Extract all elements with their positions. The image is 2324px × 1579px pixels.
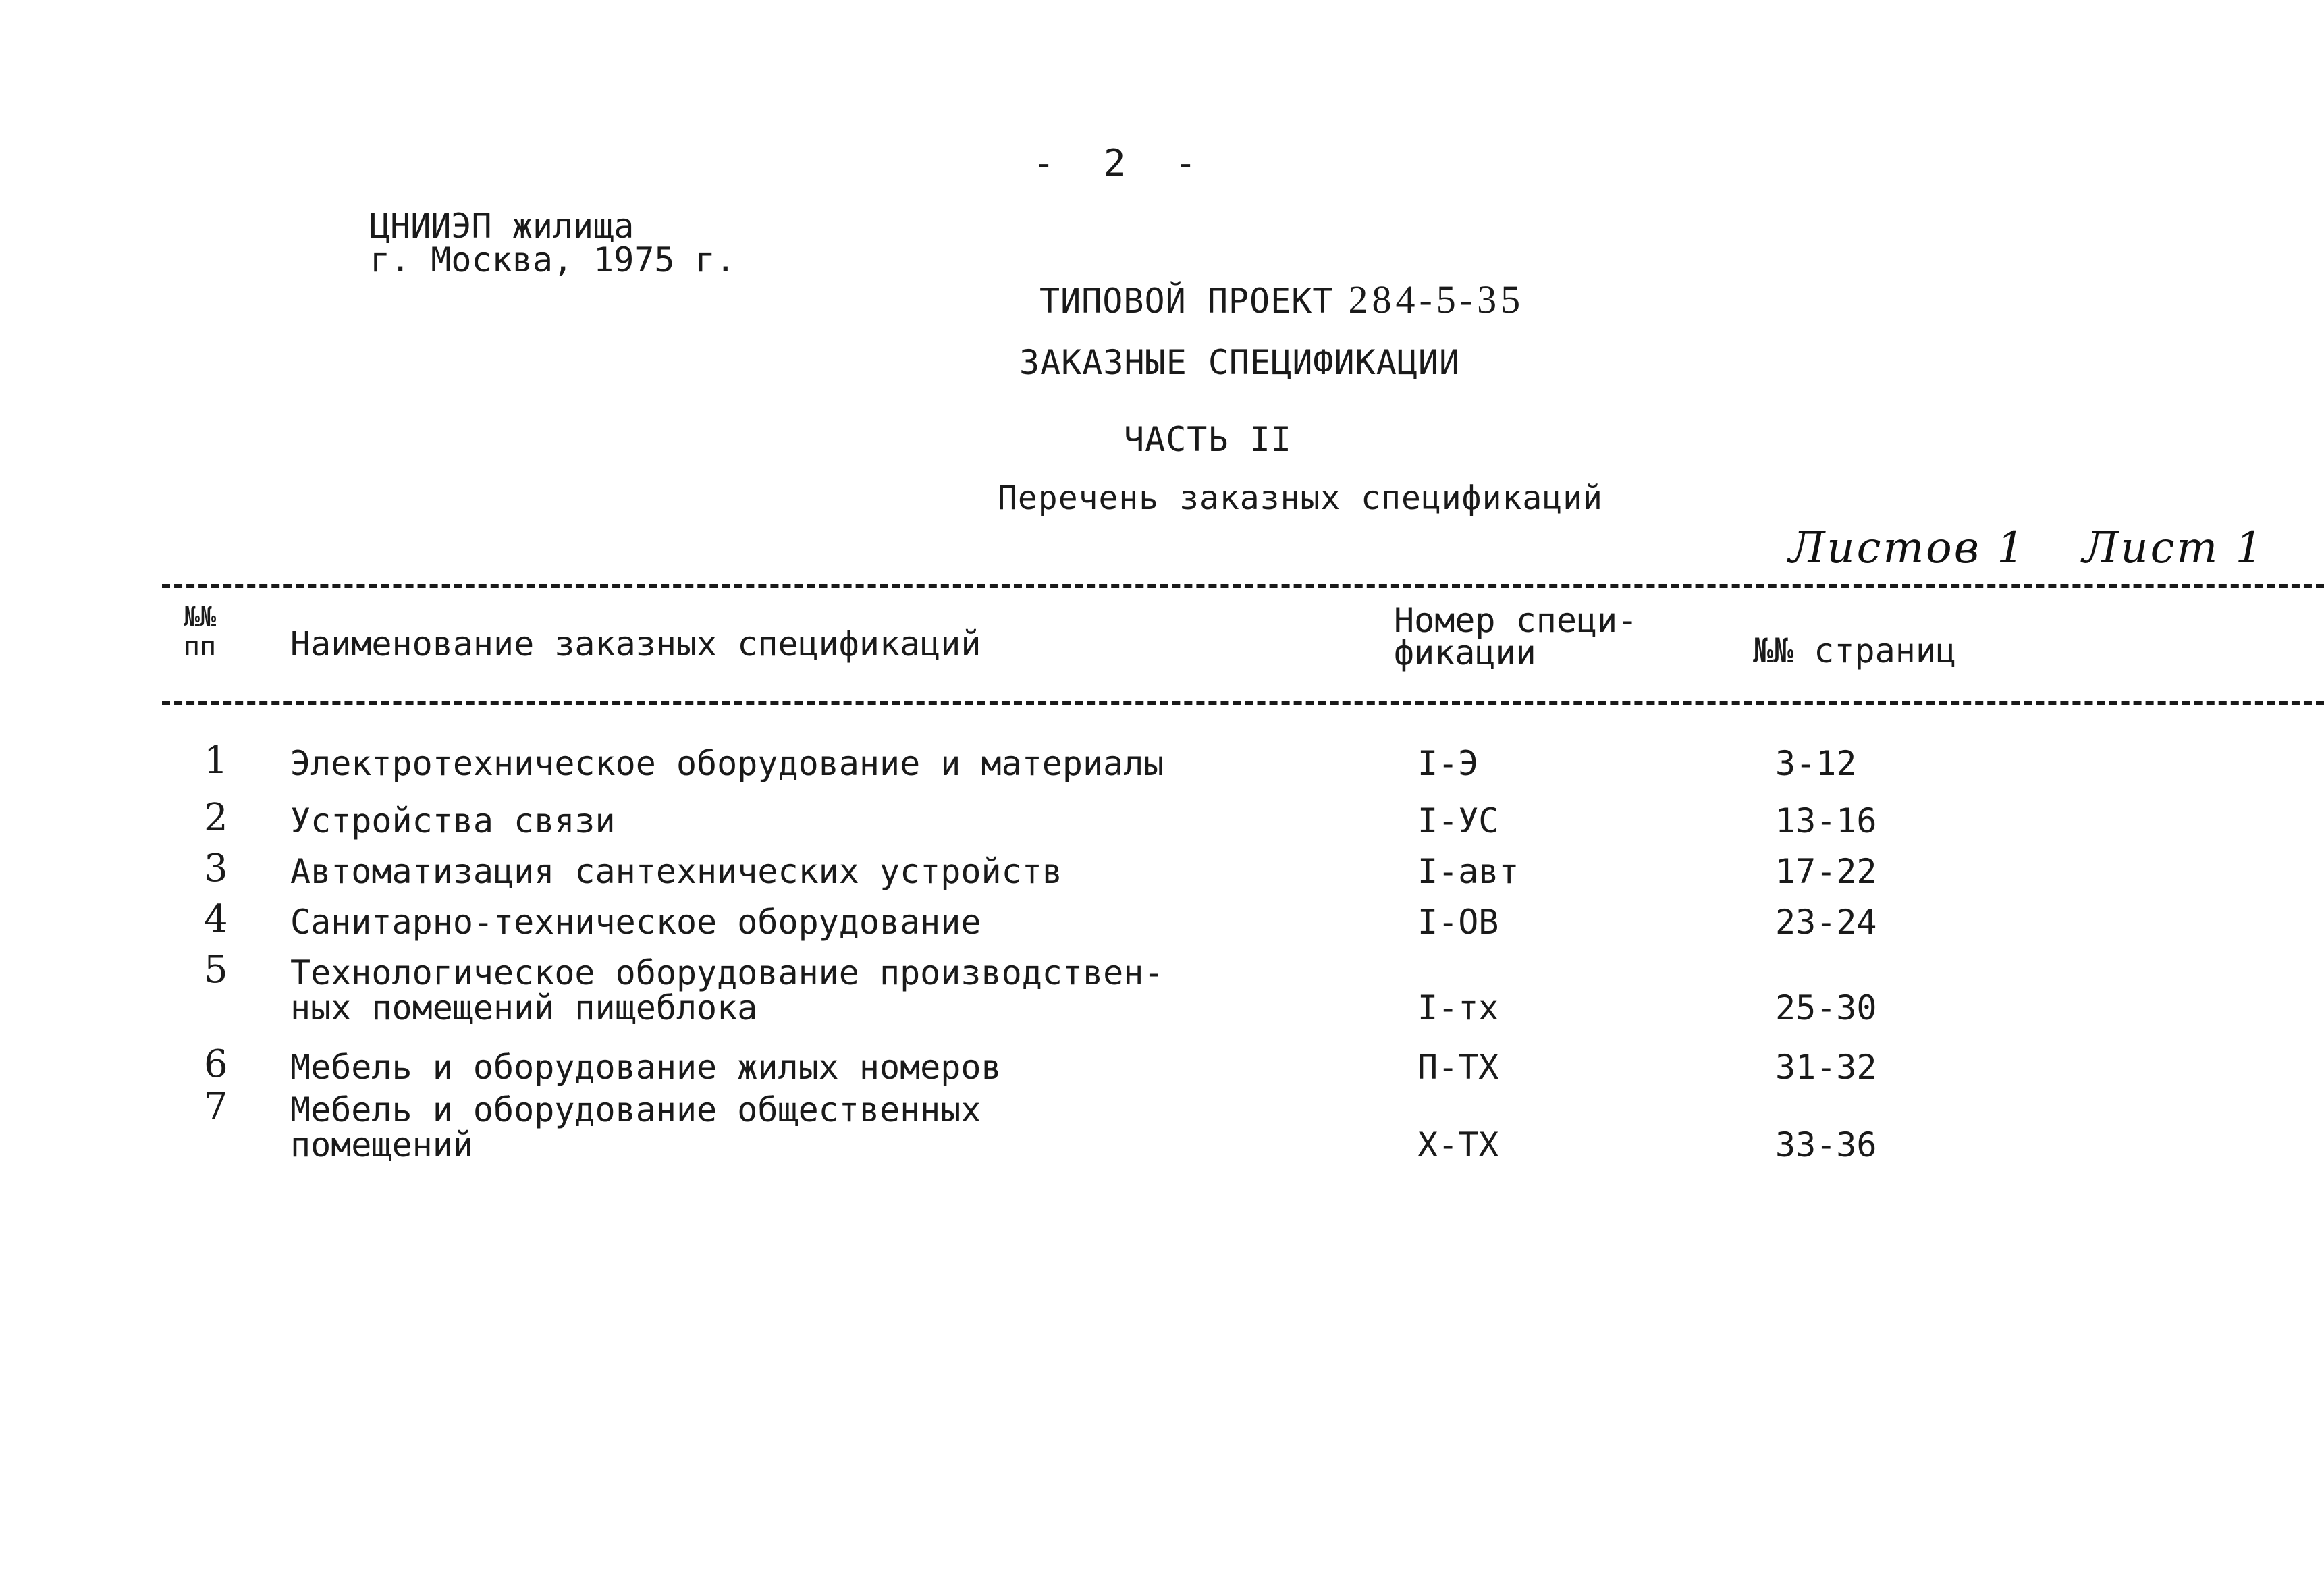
row-spec-code: П-ТХ [1417,1048,1499,1087]
row-spec-code: Х-ТХ [1417,1125,1499,1165]
row-spec-code: I-авт [1417,852,1519,891]
column-header-number-line1: №№ [184,601,217,633]
row-name: Технологическое оборудование производствен- [290,953,1164,992]
row-pages: 17-22 [1775,852,1877,891]
row-pages: 23-24 [1775,903,1877,942]
sheet-current-handwritten: Лист 1 [2082,523,2265,573]
sheets-total-handwritten: Листов 1 [1789,523,2026,573]
row-pages: 3-12 [1775,744,1857,783]
column-header-code-line1: Номер специ- [1394,601,1638,640]
row-number: 1 [204,739,228,782]
column-header-name: Наименование заказных спецификаций [290,624,981,664]
row-pages: 13-16 [1775,801,1877,840]
project-number: 284-5-35 [1348,277,1525,321]
organization-name: ЦНИИЭП жилища [370,207,634,246]
row-name: Электротехническое оборудование и материалы [290,744,1164,783]
column-header-code-line2: фикации [1394,633,1536,672]
row-name: Мебель и оборудование общественных [290,1090,981,1129]
list-title: Перечень заказных спецификаций [998,479,1603,517]
row-number: 6 [204,1042,228,1086]
page-number: - 2 - [1033,142,1210,184]
row-spec-code: I-ОВ [1417,903,1499,942]
row-name: помещений [290,1125,473,1165]
organization-city-year: г. Москва, 1975 г. [370,240,736,279]
part-title: ЧАСТЬ II [1124,420,1292,459]
row-name: Устройства связи [290,801,616,840]
row-name: Мебель и оборудование жилых номеров [290,1048,1002,1087]
row-spec-code: I-Э [1417,744,1479,783]
row-number: 3 [204,847,228,890]
row-number: 4 [204,897,228,941]
column-header-number-line2: пп [184,631,217,662]
row-name: Автоматизация сантехнических устройств [290,852,1062,891]
spec-title: ЗАКАЗНЫЕ СПЕЦИФИКАЦИИ [1019,343,1461,382]
column-header-pages: №№ страниц [1753,631,1957,670]
row-number: 7 [204,1085,228,1129]
row-spec-code: I-УС [1417,801,1499,840]
row-pages: 33-36 [1775,1125,1877,1165]
row-name: Санитарно-техническое оборудование [290,903,981,942]
row-pages: 25-30 [1775,988,1877,1027]
row-number: 2 [204,796,228,840]
row-number: 5 [204,948,228,992]
row-pages: 31-32 [1775,1048,1877,1087]
row-spec-code: I-тх [1417,988,1499,1027]
row-name: ных помещений пищеблока [290,988,758,1027]
project-label: ТИПОВОЙ ПРОЕКТ [1039,282,1334,321]
